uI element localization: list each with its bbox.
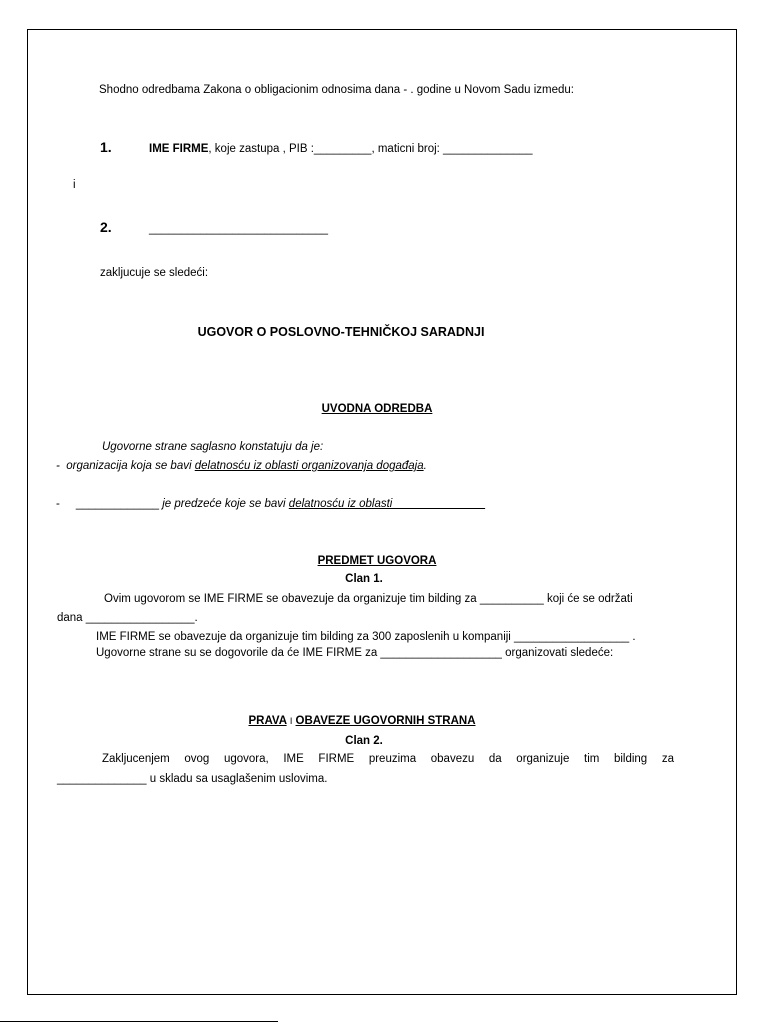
bullet1-activity: delatnosću iz oblasti organizovanja događaja [194, 460, 424, 472]
bullet1-period: . [423, 460, 427, 472]
bullet2-dash: - [56, 498, 60, 510]
intro-text: Shodno odredbama Zakona o obligacionim odnosima dana - . godine u Novom Sadu izmedu: [99, 84, 574, 96]
party1-details: , koje zastupa , PIB :_________, maticni broj: ______________ [208, 143, 533, 155]
party2-blank: ____________________________ [149, 223, 329, 235]
article-1-label: Clan 1. [345, 573, 383, 585]
article1-paragraph3: Ugovorne strane su se dogovorile da će IME FIRME za ___________________ organizovati sledeće: [96, 647, 614, 659]
article1-paragraph1-line2: dana _________________. [57, 612, 198, 624]
page-border [27, 29, 737, 995]
bullet2-text: je predzeće koje se bavi [162, 498, 286, 510]
bullet1-text: organizacija koja se bavi [66, 460, 192, 472]
party1-line [149, 142, 533, 156]
section-heading-predmet: PREDMET UGOVORA [317, 555, 437, 567]
article1-paragraph2: IME FIRME se obavezuje da organizuje tim bilding za 300 zaposlenih u kompaniji __________________ . [96, 631, 636, 643]
bullet1-dash: - [56, 460, 60, 472]
conjunction-and: i [73, 179, 76, 191]
concluded-text: zakljucuje se sledeći: [100, 267, 209, 279]
section-heading-prava [27, 714, 697, 728]
heading-obaveze: OBAVEZE UGOVORNIH STRANA [295, 715, 476, 727]
article2-paragraph-line2: ______________ u skladu sa usaglašenim uslovima. [57, 773, 328, 785]
party1-number: 1. [100, 139, 112, 155]
article2-paragraph-line1: Zakljucenjem ovog ugovora, IME FIRME preuzima obavezu da organizuje tim bilding za [102, 753, 674, 765]
section1-lead: Ugovorne strane saglasno konstatuju da je: [102, 441, 324, 453]
article-2-label: Clan 2. [345, 735, 383, 747]
bullet2-blank: _____________ [75, 498, 159, 510]
heading-prava: PRAVA [248, 715, 287, 727]
section1-bullet-1 [56, 459, 427, 473]
party1-company-name: IME FIRME [149, 143, 209, 155]
section-heading-uvodna: UVODNA ODREDBA [321, 403, 433, 415]
article1-paragraph1-line1: Ovim ugovorom se IME FIRME se obavezuje da organizuje tim bilding za __________ koji će se održati [104, 593, 633, 605]
party2-number: 2. [100, 219, 112, 235]
heading-separator: I [289, 716, 293, 726]
section1-bullet-2 [56, 497, 485, 511]
contract-title: UGOVOR O POSLOVNO-TEHNIČKOJ SARADNJI [197, 325, 485, 339]
footnote-separator [0, 1021, 278, 1022]
bullet2-activity: delatnosću iz oblasti ______________ [288, 498, 486, 510]
